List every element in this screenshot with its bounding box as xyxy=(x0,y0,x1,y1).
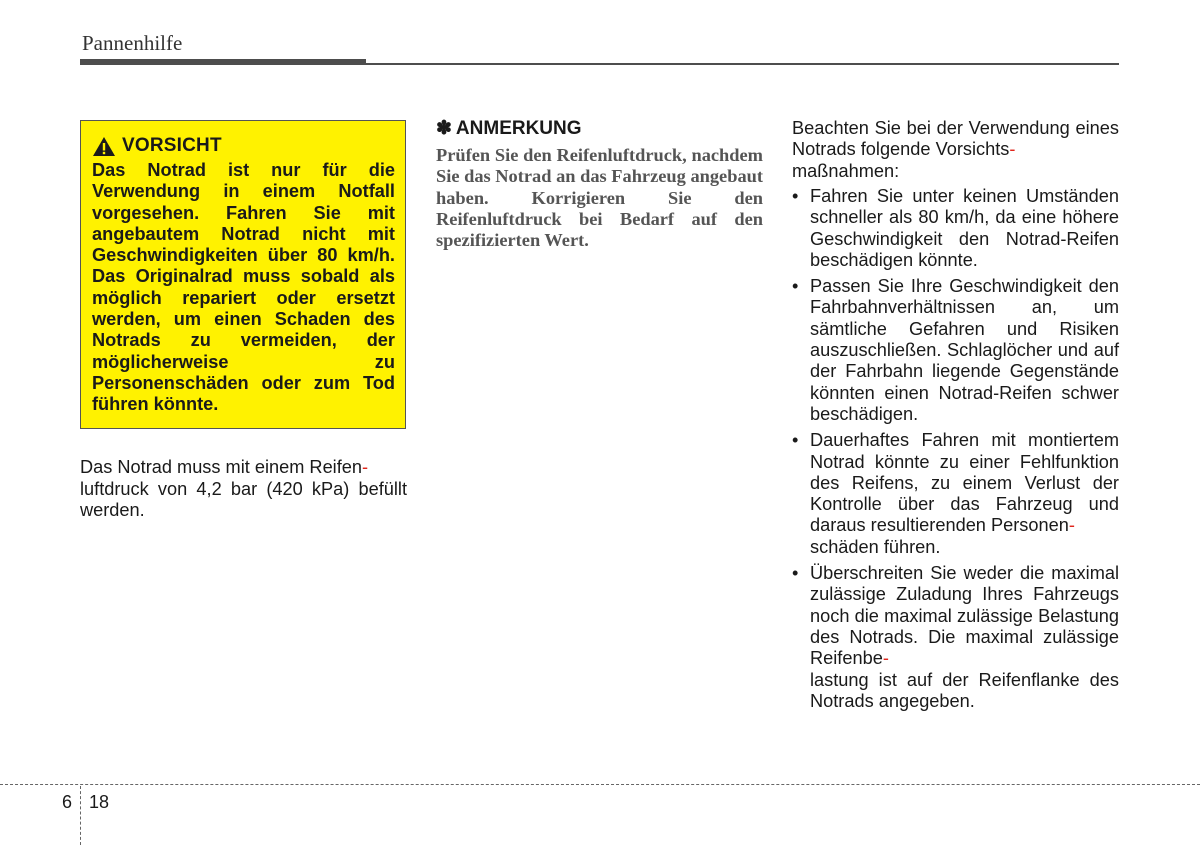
list-item xyxy=(792,276,1119,425)
list-item-text: Fahren Sie unter keinen Umständen schneller als 80 km/h, da eine höhere Geschwindigkeit den Notrad-Reifen beschädigen könnte. xyxy=(810,186,1119,270)
warning-triangle-icon xyxy=(92,136,116,157)
list-item xyxy=(792,186,1119,271)
caution-text: Das Notrad ist nur für die Verwendung in einem Notfall vorgesehen. Fahren Sie mit angebautem Notrad nicht mit Geschwindigkeiten über 80 km/h. Das Originalrad muss sobald als möglich repariert oder ersetzt werden, um einen Schaden des Notrads zu vermeiden, der möglicherweise zu Personenschäden oder zum Tod führen könnte. xyxy=(92,160,395,415)
hyphen-mark: - xyxy=(362,457,369,477)
bullet-icon: • xyxy=(792,563,799,584)
note-heading xyxy=(436,117,582,140)
inflation-pressure-paragraph xyxy=(80,457,407,522)
header-rule-thin xyxy=(366,63,1119,65)
note-title: ANMERKUNG xyxy=(455,117,582,139)
footer-dashed-divider xyxy=(80,786,81,845)
header-rule-thick xyxy=(80,59,366,65)
footer-dashed-rule xyxy=(0,784,1200,785)
page-header-title: Pannenhilfe xyxy=(82,31,183,55)
list-item-text: Passen Sie Ihre Geschwindigkeit den Fahrbahnverhältnissen an, um sämtliche Gefahren und Risiken auszuschließen. Schlaglöcher und auf der Fahrbahn liegende Gegenstände könnten einen Notrad-Reifen schwer beschädigen. xyxy=(810,276,1119,424)
intro-text-part: maßnahmen: xyxy=(792,160,900,181)
list-item-text: lastung ist auf der Reifenflanke des Notrads angegeben. xyxy=(810,669,1119,711)
note-text: Prüfen Sie den Reifenluftdruck, nachdem Sie das Notrad an das Fahrzeug angebaut haben. Korrigieren Sie den Reifenluftdruck bei Bedarf auf den spezifizierten Wert. xyxy=(436,145,763,251)
chapter-number: 6 xyxy=(62,792,73,812)
bullet-icon: • xyxy=(792,276,799,297)
paragraph-text-part: Das Notrad muss mit einem Reifen xyxy=(80,457,363,477)
hyphen-mark: - xyxy=(1068,515,1075,536)
list-item-text: Überschreiten Sie weder die maximal zulässige Zuladung Ihres Fahrzeugs noch die maximal zulässige Belastung des Notrads. Die maximal zulässige Reifenbe xyxy=(810,563,1119,669)
caution-heading xyxy=(92,135,395,157)
list-item-text: schäden führen. xyxy=(810,536,941,557)
precautions-list xyxy=(792,186,1119,717)
page-number: 18 xyxy=(89,792,110,812)
list-item-text: Dauerhaftes Fahren mit montiertem Notrad könnte zu einer Fehlfunktion des Reifens, zu einem Verlust der Kontrolle über das Fahrzeug und daraus resultierenden Personen xyxy=(810,430,1119,536)
list-item xyxy=(792,430,1119,558)
paragraph-text-part: luftdruck von 4,2 bar (420 kPa) befüllt werden. xyxy=(80,478,407,520)
bullet-icon: • xyxy=(792,430,799,451)
hyphen-mark: - xyxy=(1009,139,1016,160)
precautions-intro xyxy=(792,118,1119,182)
caution-box xyxy=(80,120,406,429)
bullet-icon: • xyxy=(792,186,799,206)
intro-text-part: Beachten Sie bei der Verwendung eines Notrads folgende Vorsichts xyxy=(792,118,1119,160)
caution-title: VORSICHT xyxy=(122,135,222,156)
hyphen-mark: - xyxy=(882,648,889,669)
list-item xyxy=(792,563,1119,712)
star-icon: ✽ xyxy=(436,118,452,139)
